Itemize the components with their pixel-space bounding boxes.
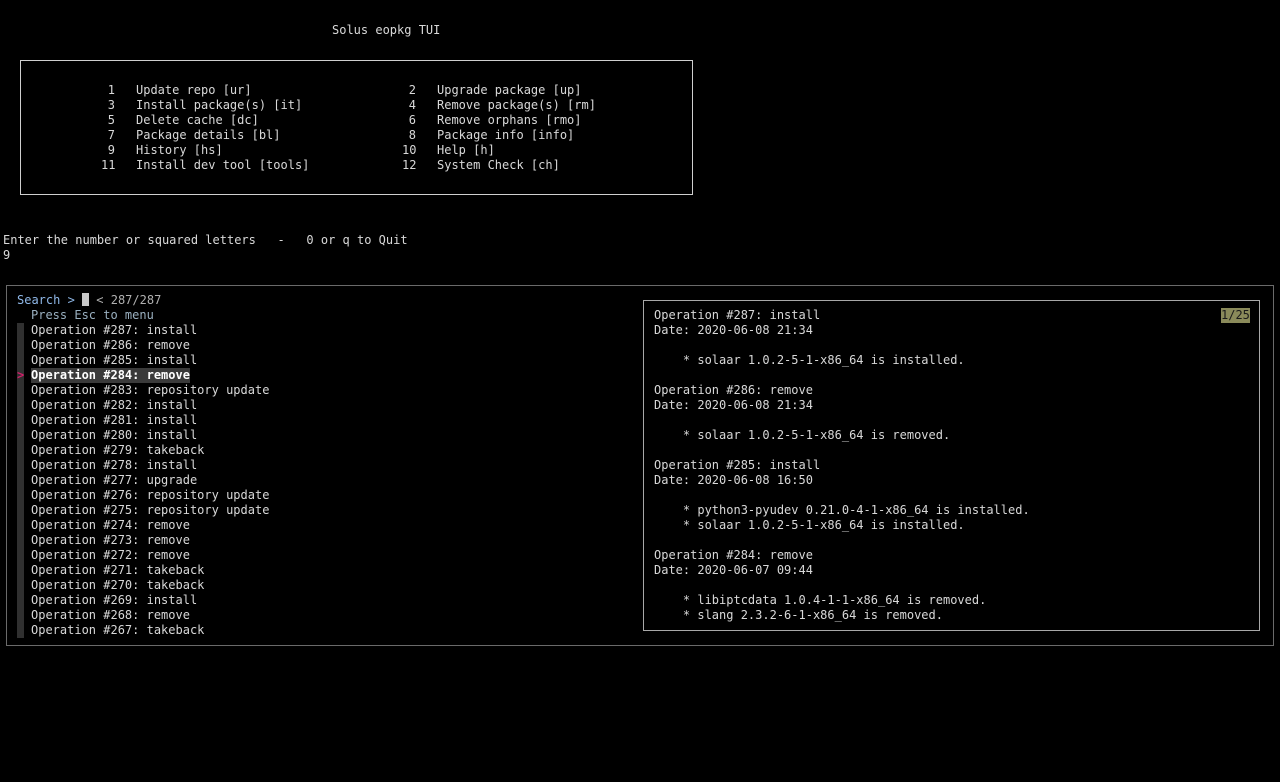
list-item[interactable]: Operation #270: takeback (31, 578, 205, 592)
menu-item-number: 12 (402, 158, 417, 172)
preview-line: Operation #284: remove (654, 548, 813, 562)
menu-item-number: 1 (107, 83, 115, 97)
menu-item-label: Delete cache [dc] (136, 113, 259, 127)
prompt-text: Enter the number or squared letters - 0 or q to Quit (3, 233, 408, 247)
menu-item-label: Remove package(s) [rm] (437, 98, 596, 112)
menu-item-label: Help [h] (437, 143, 495, 157)
list-item[interactable]: Operation #273: remove (31, 533, 190, 547)
preview-line (654, 368, 1030, 383)
preview-line (654, 488, 1030, 503)
menu-item-label: System Check [ch] (437, 158, 560, 172)
app-title: Solus eopkg TUI (332, 23, 441, 37)
preview-line: * solaar 1.0.2-5-1-x86_64 is removed. (654, 428, 951, 442)
operation-list[interactable] (31, 323, 269, 638)
menu-item-label: Update repo [ur] (136, 83, 252, 97)
match-counter-prefix: < (96, 293, 104, 307)
preview-line (654, 338, 1030, 353)
list-item[interactable]: Operation #276: repository update (31, 488, 270, 502)
list-item[interactable]: Operation #283: repository update (31, 383, 270, 397)
menu-item-number: 2 (408, 83, 416, 97)
menu-item-number: 8 (408, 128, 416, 142)
menu-item-number: 7 (107, 128, 115, 142)
preview-page-indicator: 1/25 (1221, 308, 1250, 322)
menu-item-2[interactable] (402, 83, 582, 98)
preview-line (654, 413, 1030, 428)
list-item-selected[interactable]: Operation #284: remove (31, 368, 190, 382)
preview-line: Date: 2020-06-07 09:44 (654, 563, 813, 577)
list-item[interactable]: Operation #278: install (31, 458, 198, 472)
menu-item-4[interactable] (402, 98, 596, 113)
menu-item-label: History [hs] (136, 143, 223, 157)
preview-content (654, 308, 1030, 623)
menu-item-8[interactable] (402, 128, 574, 143)
menu-item-number: 9 (107, 143, 115, 157)
hint-text: Press Esc to menu (31, 308, 154, 322)
preview-line: Operation #286: remove (654, 383, 813, 397)
preview-line: * python3-pyudev 0.21.0-4-1-x86_64 is installed. (654, 503, 1030, 517)
menu-item-number: 11 (101, 158, 116, 172)
preview-line (654, 443, 1030, 458)
list-item[interactable]: Operation #282: install (31, 398, 198, 412)
menu-item-label: Package info [info] (437, 128, 575, 142)
list-item[interactable]: Operation #277: upgrade (31, 473, 198, 487)
preview-line: * solaar 1.0.2-5-1-x86_64 is installed. (654, 518, 965, 532)
menu-item-number: 5 (107, 113, 115, 127)
list-item[interactable]: Operation #287: install (31, 323, 198, 337)
preview-line (654, 533, 1030, 548)
menu-item-label: Upgrade package [up] (437, 83, 582, 97)
search-input[interactable] (82, 293, 89, 306)
preview-line: * libiptcdata 1.0.4-1-1-x86_64 is removed. (654, 593, 987, 607)
list-item[interactable]: Operation #269: install (31, 593, 198, 607)
match-counter: 287/287 (110, 293, 162, 307)
command-input[interactable]: 9 (3, 248, 11, 262)
list-item[interactable]: Operation #286: remove (31, 338, 190, 352)
list-item[interactable]: Operation #280: install (31, 428, 198, 442)
menu-item-12[interactable] (402, 158, 560, 173)
menu-item-number: 6 (408, 113, 416, 127)
list-item[interactable]: Operation #268: remove (31, 608, 190, 622)
menu-item-9[interactable] (101, 143, 223, 158)
preview-line: Date: 2020-06-08 21:34 (654, 398, 813, 412)
menu-item-6[interactable] (402, 113, 582, 128)
menu-item-11[interactable] (101, 158, 309, 173)
menu-item-label: Install dev tool [tools] (136, 158, 310, 172)
menu-item-7[interactable] (101, 128, 281, 143)
menu-item-number: 4 (408, 98, 416, 112)
list-item[interactable]: Operation #279: takeback (31, 443, 205, 457)
menu-item-number: 10 (402, 143, 417, 157)
menu-item-label: Remove orphans [rmo] (437, 113, 582, 127)
list-item[interactable]: Operation #267: takeback (31, 623, 205, 637)
menu-item-1[interactable] (101, 83, 252, 98)
list-item[interactable]: Operation #281: install (31, 413, 198, 427)
preview-line: Operation #285: install (654, 458, 821, 472)
menu-item-10[interactable] (402, 143, 495, 158)
menu-item-5[interactable] (101, 113, 259, 128)
list-item[interactable]: Operation #272: remove (31, 548, 190, 562)
menu-item-3[interactable] (101, 98, 302, 113)
selection-pointer-icon: > (17, 368, 25, 382)
list-item[interactable]: Operation #271: takeback (31, 563, 205, 577)
menu-item-label: Package details [bl] (136, 128, 281, 142)
preview-line: Operation #287: install (654, 308, 821, 322)
preview-line: * slang 2.3.2-6-1-x86_64 is removed. (654, 608, 943, 622)
menu-item-number: 3 (107, 98, 115, 112)
preview-line (654, 578, 1030, 593)
list-item[interactable]: Operation #285: install (31, 353, 198, 367)
search-label: Search > (17, 293, 75, 307)
preview-line: Date: 2020-06-08 16:50 (654, 473, 813, 487)
preview-line: * solaar 1.0.2-5-1-x86_64 is installed. (654, 353, 965, 367)
list-item[interactable]: Operation #274: remove (31, 518, 190, 532)
list-item[interactable]: Operation #275: repository update (31, 503, 270, 517)
menu-item-label: Install package(s) [it] (136, 98, 303, 112)
search-bar[interactable] (17, 293, 161, 308)
preview-line: Date: 2020-06-08 21:34 (654, 323, 813, 337)
